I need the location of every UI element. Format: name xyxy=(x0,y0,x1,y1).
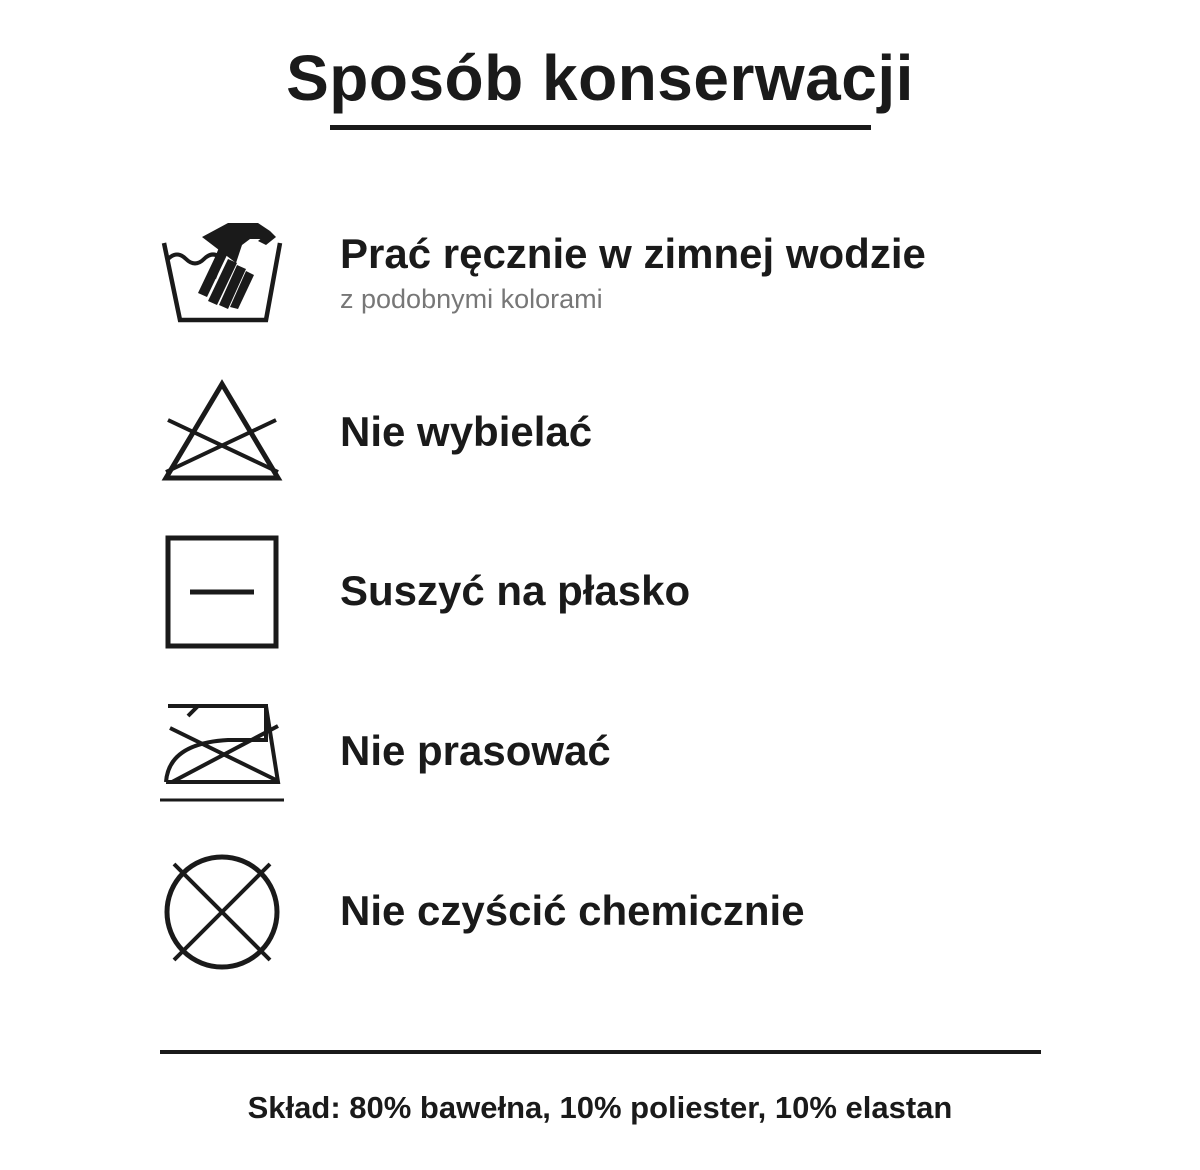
care-label: Prać ręcznie w zimnej wodzie xyxy=(340,230,926,277)
care-item-no-iron xyxy=(0,690,1200,820)
page-title: Sposób konserwacji xyxy=(286,42,914,114)
dry-flat-icon xyxy=(158,530,286,658)
hand-wash-icon xyxy=(158,215,286,343)
no-bleach-icon xyxy=(158,372,286,500)
title-underline xyxy=(330,125,871,130)
divider xyxy=(160,1050,1041,1054)
care-label: Nie prasować xyxy=(340,727,611,774)
care-item-no-bleach xyxy=(0,372,1200,502)
care-item-no-dry-clean xyxy=(0,848,1200,978)
care-sublabel: z podobnymi kolorami xyxy=(340,284,603,314)
fabric-composition: Skład: 80% bawełna, 10% poliester, 10% elastan xyxy=(247,1090,953,1125)
care-label: Nie czyścić chemicznie xyxy=(340,887,805,934)
care-label: Nie wybielać xyxy=(340,408,593,455)
care-item-hand-wash xyxy=(0,215,1200,345)
no-iron-icon xyxy=(158,690,286,818)
care-item-dry-flat xyxy=(0,530,1200,660)
no-dry-clean-icon xyxy=(158,848,286,976)
care-label: Suszyć na płasko xyxy=(340,567,691,614)
